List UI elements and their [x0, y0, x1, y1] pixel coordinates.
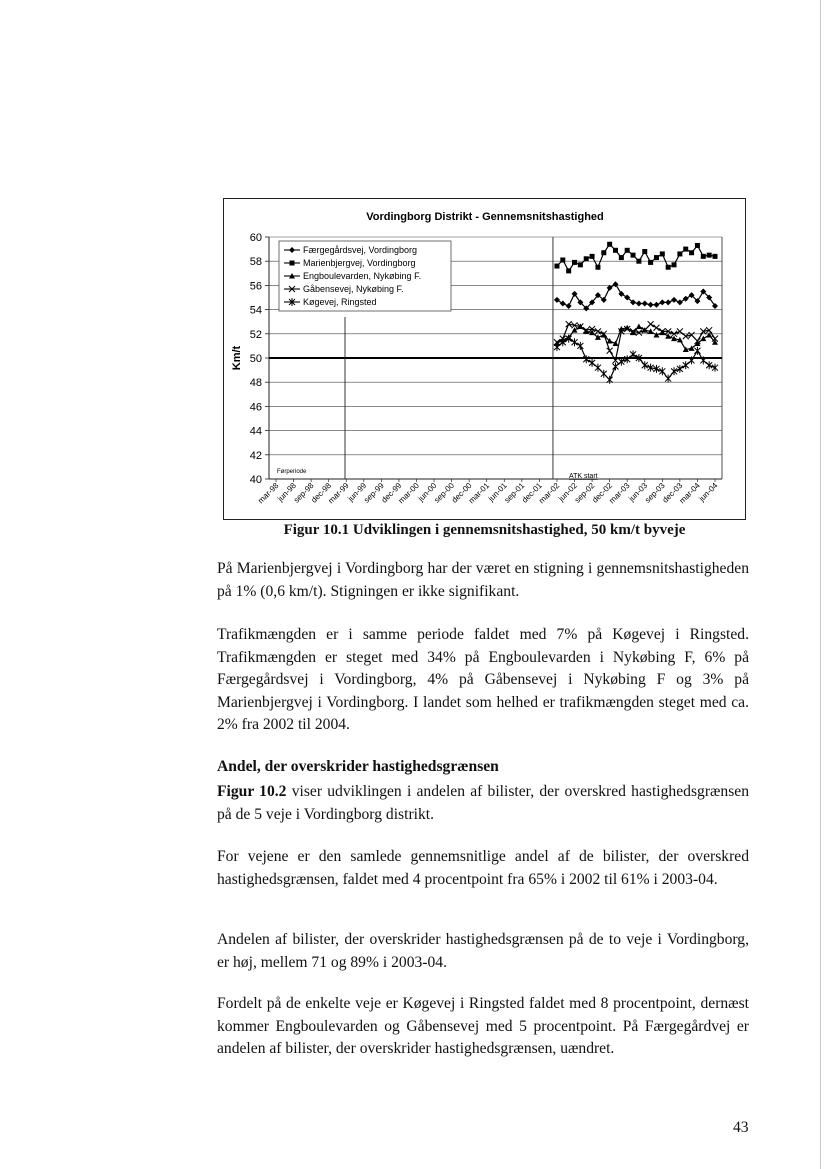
series-5-point-22 — [677, 365, 683, 373]
paragraph-3 — [217, 781, 749, 826]
series-1-point-21 — [671, 297, 677, 303]
series-1-point-20 — [665, 299, 671, 305]
x-tick-label-6: sep-99 — [362, 481, 386, 505]
series-2-point-19 — [660, 251, 665, 256]
series-4-point-10 — [607, 348, 613, 354]
paragraph-6: Fordelt på de enkelte veje er Køgevej i Ringsted faldet med 8 procentpoint, dernæst kommer Engboulevarden og Gåbensevej med 5 procentpoint. På Færgegårdvej er andelen af bilister, der overskrider hastighedsgrænsen, uændret. — [217, 995, 749, 1057]
series-1-point-16 — [642, 301, 648, 307]
series-1-point-2 — [560, 301, 566, 307]
series-2-point-21 — [672, 262, 677, 267]
series-2-point-15 — [636, 259, 641, 264]
series-1-point-17 — [648, 302, 654, 308]
series-5-point-11 — [612, 362, 618, 370]
series-2-point-28 — [713, 254, 718, 259]
series-5-point-1 — [554, 343, 560, 351]
x-tick-label-10: sep-00 — [432, 481, 457, 505]
legend-label-5: Køgevej, Ringsted — [303, 297, 377, 307]
series-5-point-9 — [601, 370, 607, 378]
x-tick-label-5: jun-99 — [346, 481, 369, 504]
series-5-point-19 — [659, 367, 665, 375]
y-tick-label-56: 56 — [249, 280, 262, 293]
series-2-point-9 — [601, 250, 606, 255]
y-axis-label: Km/t — [231, 345, 243, 371]
x-tick-label-24: mar-04 — [677, 481, 702, 506]
series-5-point-20 — [665, 375, 671, 383]
series-1-point-23 — [683, 296, 689, 302]
series-2-point-14 — [631, 253, 636, 258]
series-5-point-5 — [577, 342, 583, 350]
series-2-point-13 — [625, 248, 630, 253]
y-tick-label-46: 46 — [249, 401, 262, 414]
paragraph-2: Trafikmængden er i samme periode faldet med 7% på Køgevej i Ringsted. Trafikmængden er steget med 34% på Engboulevarden i Nykøbing F, 6% på Færgegårdsvej i Vordingborg, 4% på Gåbensevej i Nykøbing F og 3% på Marienbjergvej i Vordingborg. I landet som helhed er trafikmængden steget med ca. 2% fra 2002 til 2004. — [217, 626, 749, 733]
y-tick-label-48: 48 — [249, 377, 262, 390]
series-5-point-27 — [706, 361, 712, 369]
series-1-point-12 — [618, 291, 624, 297]
series-2-point-6 — [584, 256, 589, 261]
series-1-point-18 — [653, 302, 659, 308]
y-tick-label-50: 50 — [249, 353, 262, 365]
y-tick-label-44: 44 — [249, 425, 262, 438]
x-tick-label-17: jun-02 — [556, 481, 579, 504]
series-3-point-15 — [636, 324, 642, 329]
x-tick-label-21: jun-03 — [627, 481, 650, 504]
series-2-point-16 — [642, 249, 647, 254]
series-3-point-26 — [700, 336, 706, 342]
series-5-point-10 — [607, 376, 613, 384]
annotation-atk-start: ATK start — [568, 473, 598, 480]
y-tick-label-40: 40 — [249, 474, 262, 486]
chart-title: Vordingborg Distrikt - Gennemsnitshastighed — [366, 211, 604, 223]
x-tick-label-9: jun-00 — [416, 481, 439, 504]
series-4-point-8 — [595, 328, 601, 334]
series-1-point-15 — [636, 301, 642, 307]
legend-label-2: Marienbjergvej, Vordingborg — [303, 258, 416, 268]
x-tick-label-15: dec-01 — [520, 481, 544, 505]
series-5-point-6 — [583, 355, 589, 363]
series-2-point-24 — [689, 250, 694, 255]
x-tick-label-0: mar-98 — [256, 481, 281, 506]
series-2-point-11 — [613, 248, 618, 253]
x-tick-label-13: jun-01 — [486, 481, 509, 504]
x-tick-label-4: mar-99 — [326, 481, 351, 506]
x-tick-label-19: dec-02 — [590, 481, 615, 505]
page-edge-line — [820, 0, 821, 1169]
series-1-point-10 — [607, 285, 613, 291]
series-5-point-28 — [712, 364, 718, 372]
series-2-point-23 — [683, 247, 688, 252]
series-5-point-21 — [671, 367, 677, 375]
series-2-point-26 — [701, 254, 706, 259]
series-4-point-17 — [648, 321, 654, 327]
series-1-point-3 — [566, 303, 572, 309]
series-5-point-12 — [618, 358, 624, 366]
series-1-point-1 — [554, 297, 560, 303]
series-2-point-27 — [707, 253, 712, 258]
series-5-point-24 — [689, 356, 695, 364]
series-4-point-22 — [677, 328, 683, 334]
y-tick-label-52: 52 — [249, 328, 262, 341]
legend-label-4: Gåbensevej, Nykøbing F. — [303, 284, 404, 294]
series-2-point-2 — [560, 257, 565, 262]
paragraph-4: For vejene er den samlede gennemsnitlige andel af de bilister, der overskred hastighedsgrænsen, faldet med 4 procentpoint fra 65% i 2002 til 61% i 2003-04. — [217, 848, 749, 888]
series-2-point-25 — [695, 243, 700, 248]
series-5-point-16 — [642, 361, 648, 369]
x-tick-label-2: sep-98 — [291, 481, 316, 505]
series-1-point-19 — [659, 299, 665, 305]
speed-chart — [223, 198, 746, 520]
series-5-point-14 — [630, 350, 636, 358]
annotation-pre-period: Førperiode — [277, 469, 307, 475]
paragraph-5: Andelen af bilister, der overskrider hastighedsgrænsen på de to veje i Vordingborg, er høj, mellem 71 og 89% i 2003-04. — [217, 931, 749, 971]
legend-marker-2 — [290, 261, 295, 266]
x-tick-label-20: mar-03 — [607, 481, 632, 506]
y-tick-label-60: 60 — [249, 232, 262, 244]
series-5-point-26 — [700, 356, 706, 364]
series-2-point-20 — [666, 265, 671, 270]
series-2-point-1 — [554, 264, 559, 269]
series-4-point-18 — [653, 325, 659, 331]
x-tick-label-23: dec-03 — [660, 481, 685, 505]
x-tick-label-18: sep-02 — [572, 481, 597, 505]
x-tick-label-16: mar-02 — [537, 481, 562, 506]
figure-reference: Figur 10.2 — [217, 783, 287, 800]
series-5-point-4 — [572, 338, 578, 346]
paragraph-3-text: viser udviklingen i andelen af bilister, der overskred hastighedsgrænsen på de 5 veje i Vordingborg distrikt. — [217, 783, 749, 823]
x-tick-label-7: dec-99 — [379, 481, 404, 505]
legend-label-1: Færgegårdsvej, Vordingborg — [303, 245, 418, 255]
series-2-point-10 — [607, 242, 612, 247]
x-tick-label-3: dec-98 — [309, 481, 334, 505]
y-tick-label-42: 42 — [249, 449, 262, 462]
figure-caption: Figur 10.1 Udviklingen i gennemsnitshastighed, 50 km/t byveje — [283, 522, 686, 538]
paragraph-1: På Marienbjergvej i Vordingborg har der været en stigning i gennemsnitshastigheden på 1% (0,6 km/t). Stigningen er ikke signifikant. — [217, 560, 749, 600]
x-tick-label-12: mar-01 — [466, 481, 492, 506]
series-1-point-11 — [612, 281, 618, 287]
section-heading: Andel, der overskrider hastighedsgrænsen — [217, 758, 499, 775]
y-tick-label-54: 54 — [249, 304, 262, 317]
series-5-point-8 — [595, 364, 601, 372]
y-tick-label-58: 58 — [249, 256, 262, 269]
series-1-point-22 — [677, 299, 683, 305]
x-tick-label-25: jun-04 — [697, 481, 720, 504]
x-tick-label-1: jun-98 — [275, 481, 298, 504]
series-5-point-13 — [624, 355, 630, 363]
x-tick-label-14: sep-01 — [502, 481, 527, 505]
page-number: 43 — [733, 1119, 749, 1136]
series-2-point-4 — [572, 260, 577, 265]
series-5-point-7 — [589, 359, 595, 367]
series-2-point-5 — [578, 262, 583, 267]
series-5-point-23 — [683, 361, 689, 369]
series-2-point-17 — [648, 260, 653, 265]
x-tick-label-22: sep-03 — [643, 481, 667, 505]
chart-svg — [224, 199, 747, 521]
legend-label-3: Engboulevarden, Nykøbing F. — [303, 271, 422, 281]
series-2-point-12 — [619, 255, 624, 260]
series-2-point-18 — [654, 255, 659, 260]
series-2-point-7 — [590, 254, 595, 259]
series-2-point-22 — [677, 251, 682, 256]
x-tick-label-8: mar-00 — [396, 481, 421, 506]
series-2-point-3 — [566, 268, 571, 273]
x-tick-label-11: dec-00 — [449, 481, 474, 505]
series-2-point-8 — [595, 265, 600, 270]
series-5-point-25 — [694, 347, 700, 355]
